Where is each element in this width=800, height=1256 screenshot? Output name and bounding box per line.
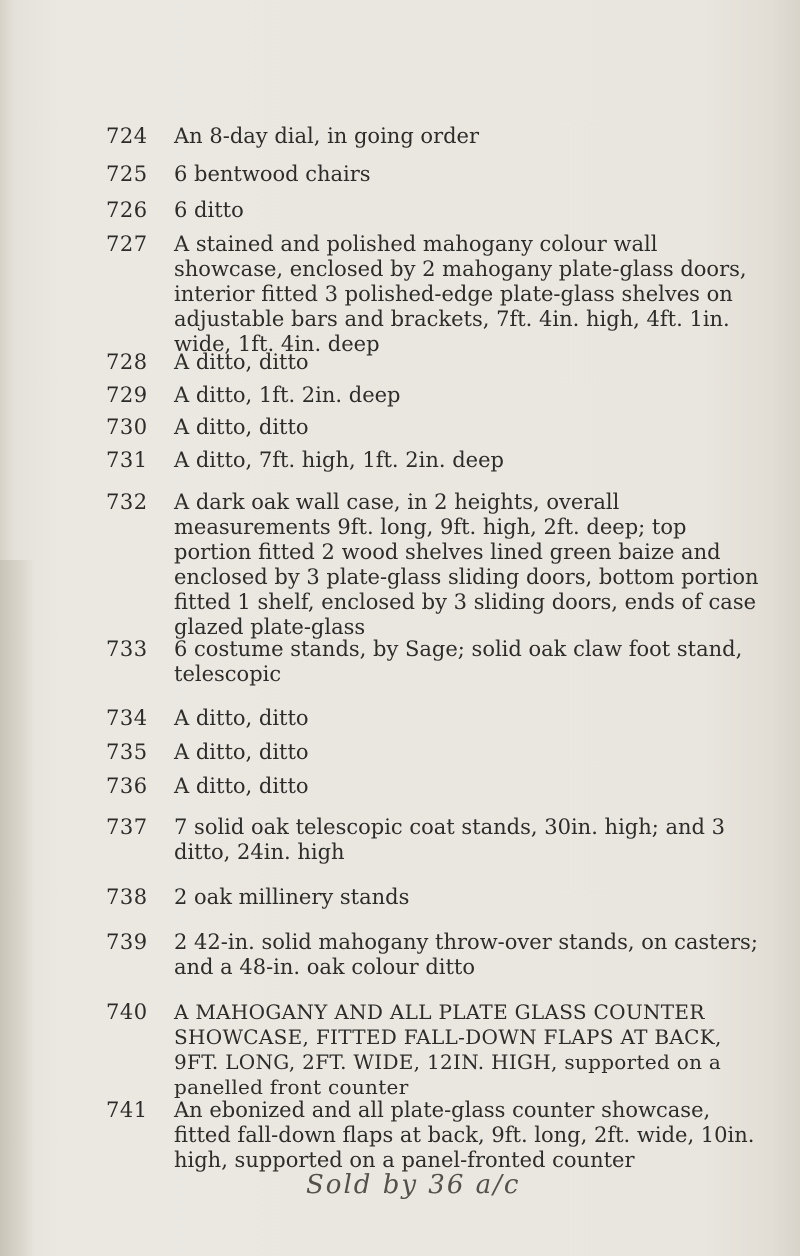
lot-number: 735 [106, 740, 148, 764]
lot-number: 725 [106, 162, 148, 186]
lot-number: 734 [106, 706, 148, 730]
lot-description: 6 ditto [174, 198, 244, 222]
lot-description: A dark oak wall case, in 2 heights, overall measurements 9ft. long, 9ft. high, 2ft. deep; top portion fitted 2 wood shelves lined green baize and enclosed by 3 plate-glass sliding doors, bottom portion fitted 1 shelf, enclosed by 3 sliding doors, ends of case glazed plate-glass [174, 490, 759, 639]
lot-description: A ditto, 1ft. 2in. deep [174, 383, 401, 407]
lot-description: A MAHOGANY AND ALL PLATE GLASS COUNTER SHOWCASE, FITTED FALL-DOWN FLAPS AT BACK, 9FT. LONG, 2FT. WIDE, 12IN. HIGH, supported on a panelled front counter [174, 1000, 722, 1099]
lot-number: 730 [106, 415, 148, 439]
lot-description: A ditto, ditto [174, 706, 309, 730]
lot-number: 732 [106, 490, 148, 514]
lot-description: 7 solid oak telescopic coat stands, 30in. high; and 3 ditto, 24in. high [174, 815, 726, 864]
lot-description: 6 bentwood chairs [174, 162, 371, 186]
lot-description: 6 costume stands, by Sage; solid oak claw foot stand, telescopic [174, 637, 743, 686]
handwritten-annotation: Sold by 36 a/c [306, 1170, 521, 1200]
lot-description: A ditto, ditto [174, 740, 309, 764]
page-fold-shadow [0, 560, 34, 1256]
lot-number: 726 [106, 198, 148, 222]
lot-description: A stained and polished mahogany colour wall showcase, enclosed by 2 mahogany plate-glass doors, interior fitted 3 polished-edge plate-glass shelves on adjustable bars and brackets, 7ft. 4in. high, 4ft. 1in. wide, 1ft. 4in. deep [174, 232, 747, 356]
lot-number: 731 [106, 448, 148, 472]
lot-description: A ditto, ditto [174, 350, 309, 374]
lot-number: 738 [106, 885, 148, 909]
lot-number: 740 [106, 1000, 148, 1024]
lot-number: 724 [106, 124, 148, 148]
lot-number: 727 [106, 232, 148, 256]
lot-description: A ditto, ditto [174, 415, 309, 439]
lot-number: 733 [106, 637, 148, 661]
lot-description: An ebonized and all plate-glass counter showcase, fitted fall-down flaps at back, 9ft. long, 2ft. wide, 10in. high, supported on a panel-fronted counter [174, 1098, 755, 1172]
lot-number: 741 [106, 1098, 148, 1122]
lot-description: A ditto, 7ft. high, 1ft. 2in. deep [174, 448, 504, 472]
lot-number: 737 [106, 815, 148, 839]
lot-description: An 8-day dial, in going order [174, 124, 480, 148]
lot-description: 2 oak millinery stands [174, 885, 410, 909]
lot-number: 728 [106, 350, 148, 374]
lot-number: 736 [106, 774, 148, 798]
lot-description: 2 42-in. solid mahogany throw-over stands, on casters; and a 48-in. oak colour ditto [174, 930, 758, 979]
lot-number: 739 [106, 930, 148, 954]
lot-description: A ditto, ditto [174, 774, 309, 798]
lot-number: 729 [106, 383, 148, 407]
